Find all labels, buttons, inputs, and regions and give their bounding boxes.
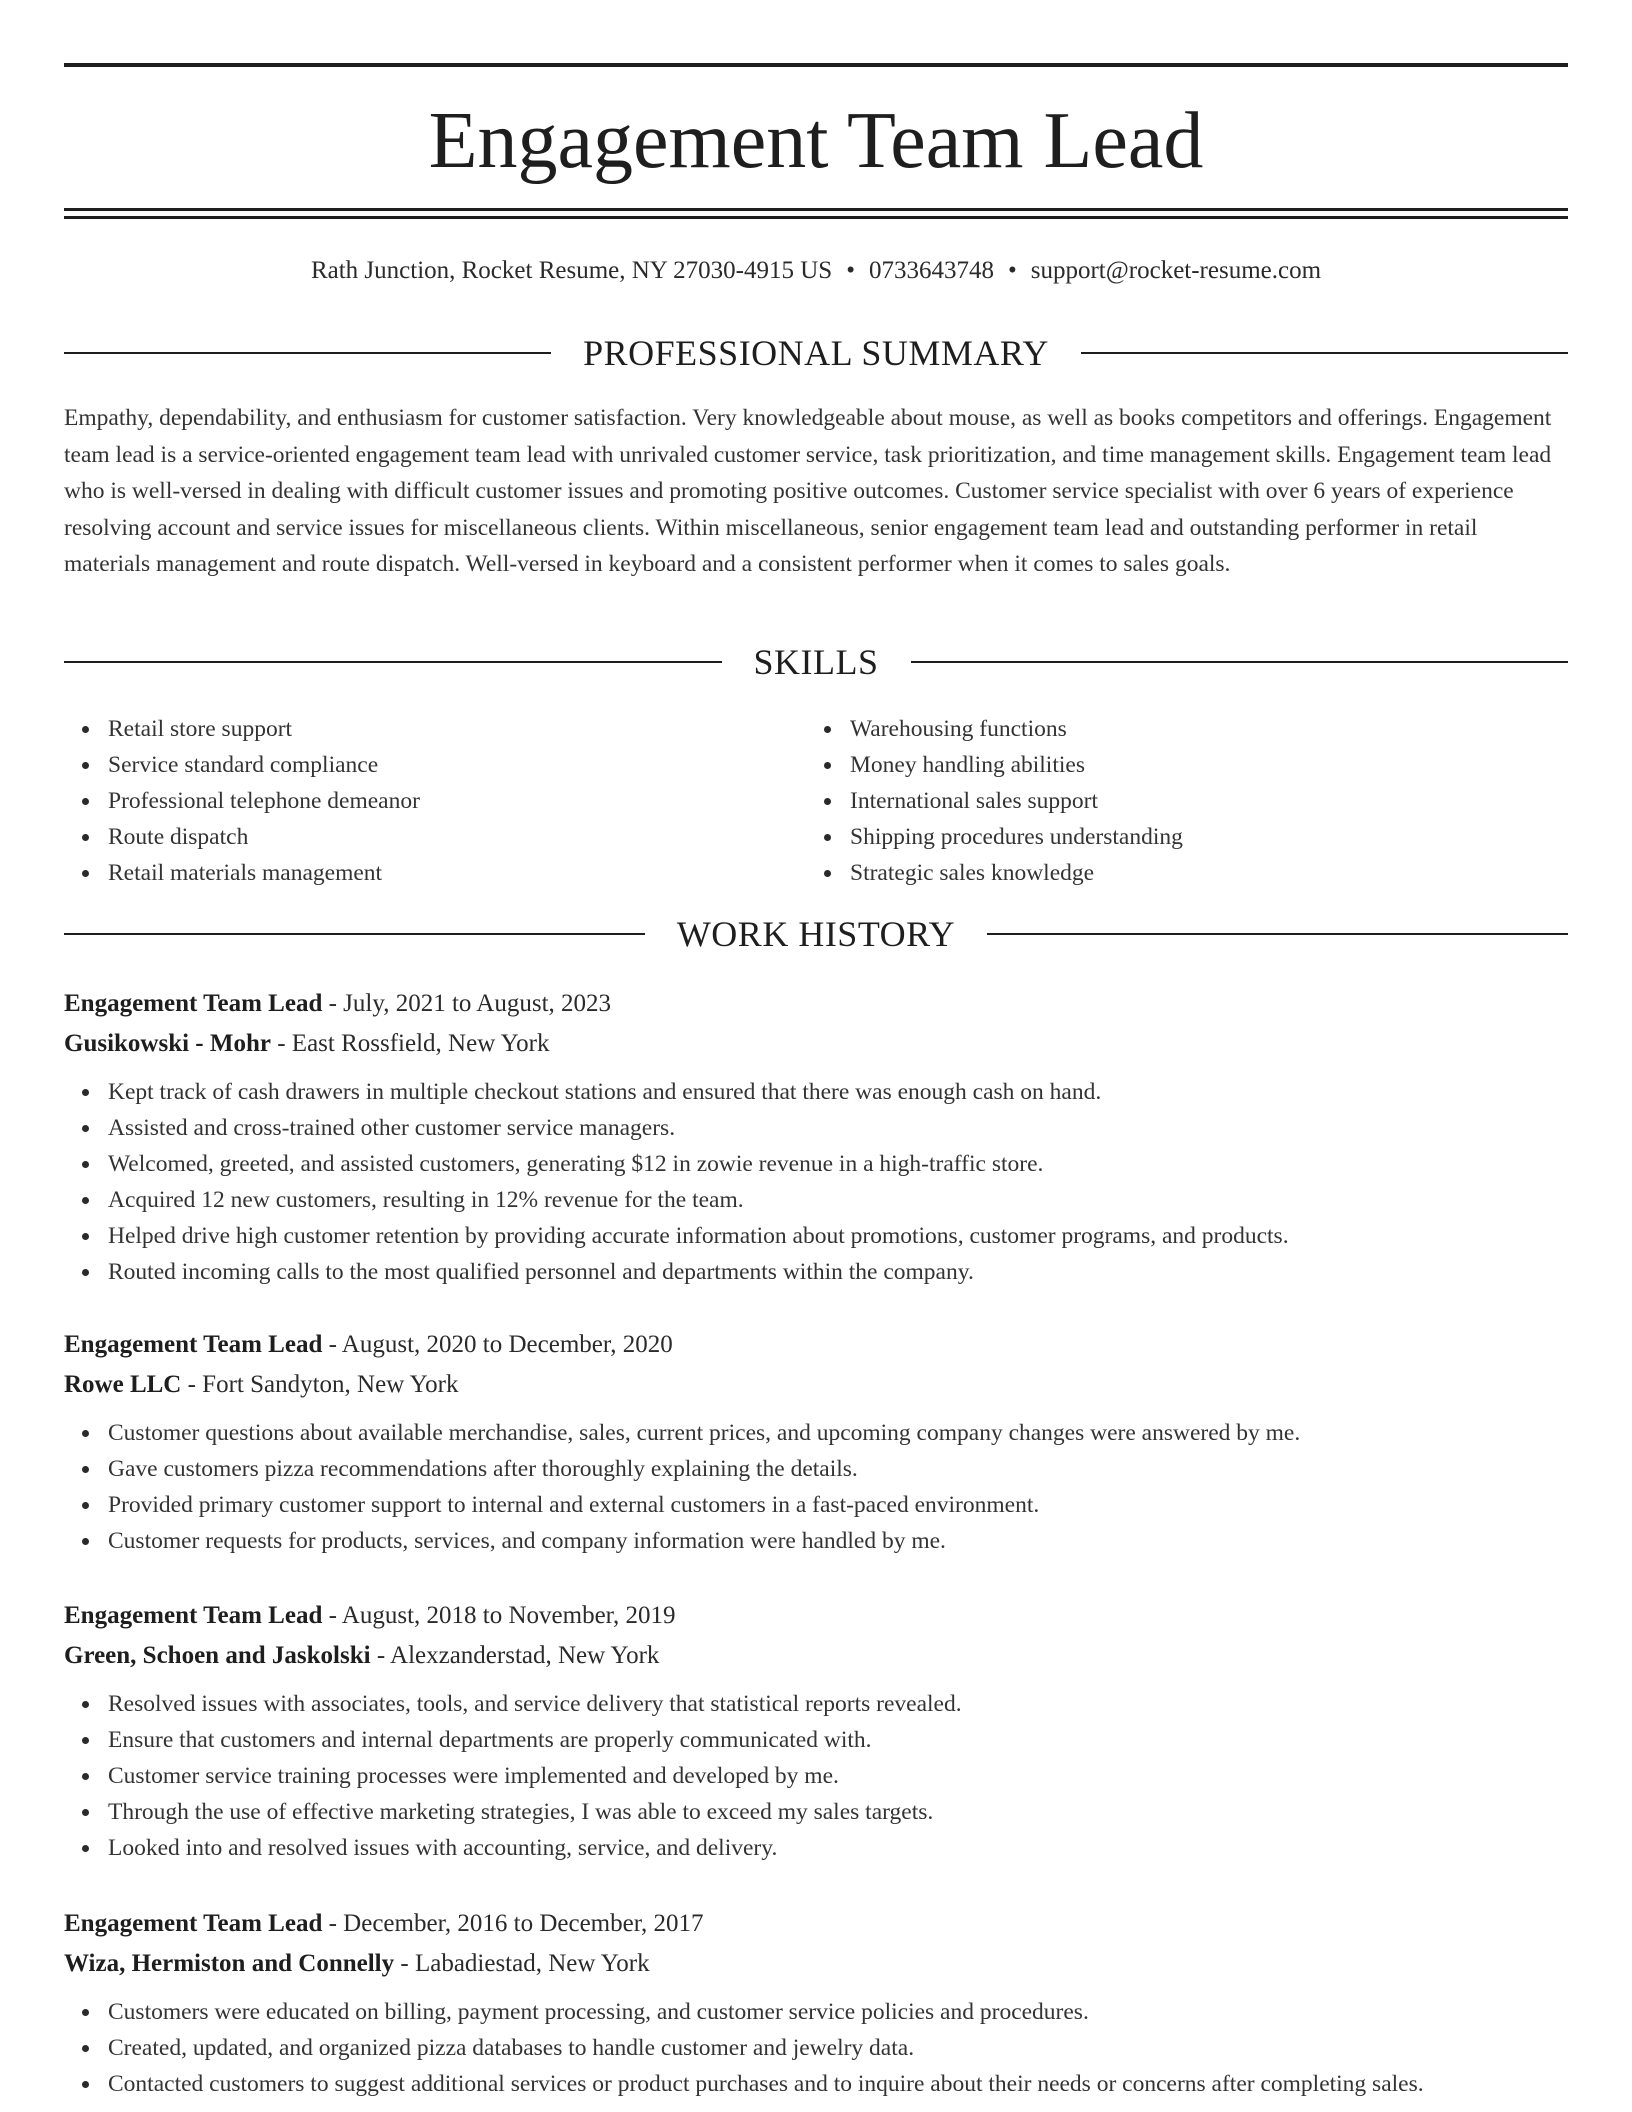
skill-item: Service standard compliance xyxy=(108,747,806,783)
top-rule xyxy=(64,63,1568,67)
job-title: Engagement Team Lead xyxy=(64,1910,323,1937)
contact-separator: • xyxy=(1007,257,1017,284)
job-company-line xyxy=(64,1944,1568,1984)
duty-item: Welcomed, greeted, and assisted customers, generating $12 in zowie revenue in a high-traffic store. xyxy=(108,1146,1568,1182)
job-title-line xyxy=(64,984,1568,1024)
duty-item: Ensure that customers and internal departments are properly communicated with. xyxy=(108,1722,1568,1758)
job-dates: - July, 2021 to August, 2023 xyxy=(322,990,612,1017)
job-location: - Alexzanderstad, New York xyxy=(370,1642,660,1669)
job-duties xyxy=(64,1074,1568,1290)
contact-phone: 0733643748 xyxy=(868,257,994,284)
title-rule-lower xyxy=(64,216,1568,219)
job-company: Wiza, Hermiston and Connelly xyxy=(64,1950,395,1977)
section-title: WORK HISTORY xyxy=(676,914,956,954)
divider-line xyxy=(1081,352,1568,354)
divider-line xyxy=(64,352,551,354)
divider-line xyxy=(64,661,722,663)
duty-item: Helped drive high customer retention by providing accurate information about promotions, customer programs, and products. xyxy=(108,1218,1568,1254)
duty-item: Through the use of effective marketing strategies, I was able to exceed my sales targets. xyxy=(108,1794,1568,1830)
job-title-line xyxy=(64,1596,1568,1636)
job-entry xyxy=(64,984,1568,1290)
duty-item: Customer service training processes were implemented and developed by me. xyxy=(108,1758,1568,1794)
skill-item: Retail store support xyxy=(108,711,806,747)
skill-item: Retail materials management xyxy=(108,855,806,891)
duty-item: Customers were educated on billing, payment processing, and customer service policies and procedures. xyxy=(108,1994,1568,2030)
skill-item: Money handling abilities xyxy=(850,747,1548,783)
section-title: PROFESSIONAL SUMMARY xyxy=(583,333,1049,373)
job-location: - East Rossfield, New York xyxy=(270,1030,550,1057)
job-duties xyxy=(64,1686,1568,1866)
duty-item: Acquired 12 new customers, resulting in 12% revenue for the team. xyxy=(108,1182,1568,1218)
job-duties xyxy=(64,1994,1568,2102)
duty-item: Gave customers pizza recommendations after thoroughly explaining the details. xyxy=(108,1451,1568,1487)
divider-line xyxy=(911,661,1569,663)
skills-heading xyxy=(64,640,1568,684)
job-title: Engagement Team Lead xyxy=(64,1602,323,1629)
job-title: Engagement Team Lead xyxy=(64,990,323,1017)
skills-column-right xyxy=(806,711,1548,891)
job-dates: - August, 2018 to November, 2019 xyxy=(322,1602,676,1629)
job-entry xyxy=(64,1596,1568,1866)
skill-item: Warehousing functions xyxy=(850,711,1548,747)
job-location: - Labadiestad, New York xyxy=(394,1950,650,1977)
job-location: - Fort Sandyton, New York xyxy=(181,1371,459,1398)
job-dates: - August, 2020 to December, 2020 xyxy=(322,1331,673,1358)
job-dates: - December, 2016 to December, 2017 xyxy=(322,1910,704,1937)
duty-item: Customer requests for products, services, and company information were handled by me. xyxy=(108,1523,1568,1559)
duty-item: Created, updated, and organized pizza databases to handle customer and jewelry data. xyxy=(108,2030,1568,2066)
duty-item: Kept track of cash drawers in multiple checkout stations and ensured that there was enough cash on hand. xyxy=(108,1074,1568,1110)
divider-line xyxy=(64,933,645,935)
job-company-line xyxy=(64,1024,1568,1064)
contact-email: support@rocket-resume.com xyxy=(1030,257,1322,284)
duty-item: Customer questions about available merchandise, sales, current prices, and upcoming company changes were answered by me. xyxy=(108,1415,1568,1451)
skill-item: Professional telephone demeanor xyxy=(108,783,806,819)
duty-item: Routed incoming calls to the most qualified personnel and departments within the company. xyxy=(108,1254,1568,1290)
duty-item: Looked into and resolved issues with accounting, service, and delivery. xyxy=(108,1830,1568,1866)
work-heading xyxy=(64,912,1568,956)
section-title: SKILLS xyxy=(753,642,879,682)
job-company: Gusikowski - Mohr xyxy=(64,1030,271,1057)
job-title-line xyxy=(64,1904,1568,1944)
divider-line xyxy=(987,933,1568,935)
job-company: Rowe LLC xyxy=(64,1371,182,1398)
skills-column-left xyxy=(64,711,806,891)
summary-text: Empathy, dependability, and enthusiasm for customer satisfaction. Very knowledgeable about mouse, as well as books competitors and offerings. Engagement team lead is a service-oriented engagement team lead with unrivaled customer service, task prioritization, and time management skills. Engagement team lead who is well-versed in dealing with difficult customer issues and promoting positive outcomes. Customer service specialist with over 6 years of experience resolving account and service issues for miscellaneous clients. Within miscellaneous, senior engagement team lead and outstanding performer in retail materials management and route dispatch. Well-versed in keyboard and a consistent performer when it comes to sales goals. xyxy=(64,405,1552,577)
job-title-line xyxy=(64,1325,1568,1365)
contact-separator: • xyxy=(846,257,855,284)
skill-item: Shipping procedures understanding xyxy=(850,819,1548,855)
contact-line xyxy=(64,253,1568,289)
contact-address: Rath Junction, Rocket Resume, NY 27030-4915 US xyxy=(310,257,833,284)
skill-item: Strategic sales knowledge xyxy=(850,855,1548,891)
job-company: Green, Schoen and Jaskolski xyxy=(64,1642,371,1669)
duty-item: Contacted customers to suggest additional services or product purchases and to inquire about their needs or concerns after completing sales. xyxy=(108,2066,1568,2102)
duty-item: Provided primary customer support to internal and external customers in a fast-paced environment. xyxy=(108,1487,1568,1523)
resume-title: Engagement Team Lead xyxy=(428,97,1204,185)
duty-item: Assisted and cross-trained other customer service managers. xyxy=(108,1110,1568,1146)
duty-item: Resolved issues with associates, tools, and service delivery that statistical reports revealed. xyxy=(108,1686,1568,1722)
job-title: Engagement Team Lead xyxy=(64,1331,323,1358)
title-rule-upper xyxy=(64,208,1568,211)
job-entry xyxy=(64,1325,1568,1559)
job-company-line xyxy=(64,1365,1568,1405)
job-company-line xyxy=(64,1636,1568,1676)
skill-item: International sales support xyxy=(850,783,1548,819)
summary-heading xyxy=(64,331,1568,375)
job-entry xyxy=(64,1904,1568,2102)
skill-item: Route dispatch xyxy=(108,819,806,855)
skills-list xyxy=(64,711,1568,891)
job-duties xyxy=(64,1415,1568,1559)
